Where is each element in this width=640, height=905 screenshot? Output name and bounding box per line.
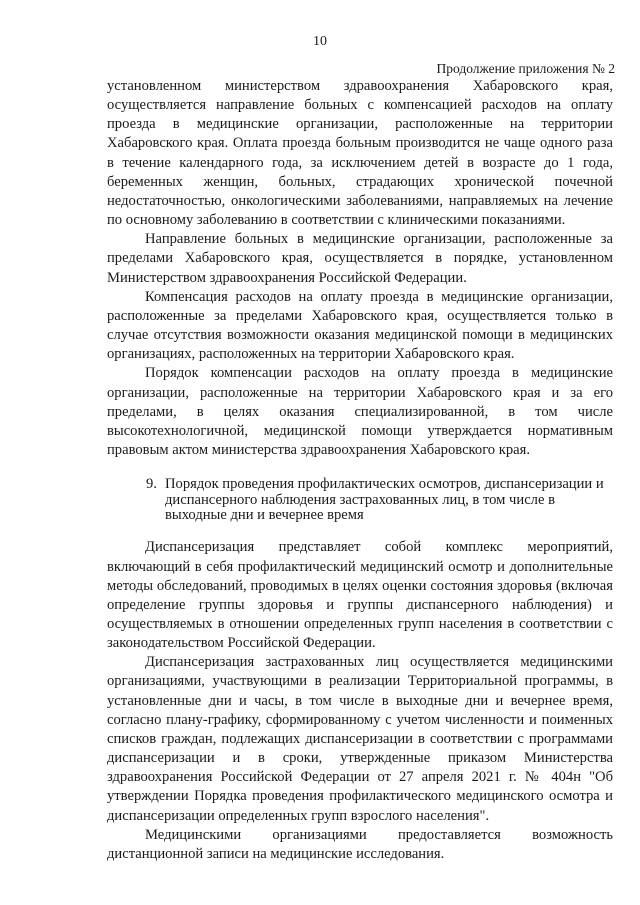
paragraph: Медицинскими организациями предоставляется возможность дистанционной записи на медицинские исследования. — [107, 826, 613, 862]
paragraph: Компенсация расходов на оплату проезда в медицинские организации, расположенные за пределами Хабаровского края, осуществляется только в случае отсутствия возможности оказания медицинской помощи в медицинских организациях, расположенных на территории Хабаровского края. — [107, 288, 613, 363]
section-heading — [107, 477, 613, 523]
section-title: Порядок проведения профилактических осмотров, диспансеризации и диспансерного наблюдения застрахованных лиц, в том числе в выходные дни и вечернее время — [165, 476, 604, 523]
page-number: 10 — [313, 34, 327, 49]
document-body — [107, 77, 613, 864]
paragraph: Диспансеризация представляет собой комплекс мероприятий, включающий в себя профилактический медицинский осмотр и дополнительные методы обследований, проводимых в целях оценки состояния здоровья (включая определение группы здоровья и группы диспансерного наблюдения) и осуществляемых в отношении определенных групп населения в соответствии с законодательством Российской Федерации. — [107, 539, 613, 652]
continuation-label: Продолжение приложения № 2 — [436, 61, 615, 76]
paragraph: установленном министерством здравоохранения Хабаровского края, осуществляется направление больных с компенсацией расходов на оплату проезда в медицинские организации, расположенные на территории Хабаровского края. Оплата проезда больным производится не чаще одного раза в течение календарного года, за исключением детей в возрасте до 1 года, беременных женщин, больных, страдающих хронической почечной недостаточностью, онкологическими заболеваниями, направляемых на лечение по основному заболеванию в соответствии с клиническими показаниями. — [107, 78, 613, 229]
paragraph: Диспансеризация застрахованных лиц осуществляется медицинскими организациями, участвующими в реализации Территориальной программы, в установленные дни и часы, в том числе в выходные дни и вечернее время, согласно плану-графику, сформированному с учетом численности и поименных списков граждан, подлежащих диспансеризации в соответствии с программами диспансеризации и в сроки, утвержденные приказом Министерства здравоохранения Российской Федерации от 27 апреля 2021 г. № 404н "Об утверждении Порядка проведения профилактического медицинского осмотра и диспансеризации определенных групп взрослого населения". — [107, 654, 613, 824]
paragraph: Порядок компенсации расходов на оплату проезда в медицинские организации, расположенные на территории Хабаровского края и за его пределами, в целях оказания специализированной, в том числе высокотехнологичной, медицинской помощи утверждается нормативным правовым актом министерства здравоохранения Хабаровского края. — [107, 365, 613, 458]
section-number: 9. — [146, 476, 157, 493]
paragraph: Направление больных в медицинские организации, расположенные за пределами Хабаровского края, осуществляется в порядке, установленном Министерством здравоохранения Российской Федерации. — [107, 231, 613, 286]
